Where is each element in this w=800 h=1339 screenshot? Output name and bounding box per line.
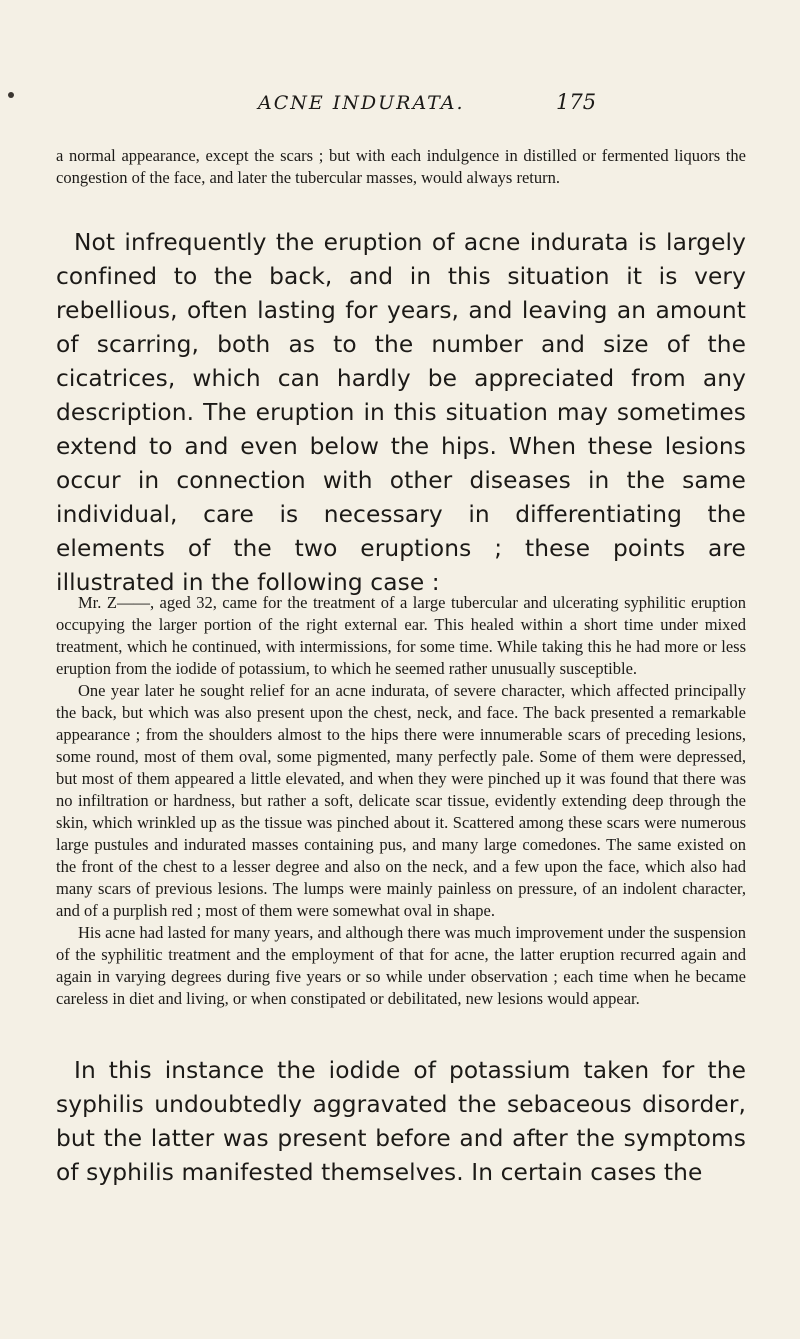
continued-paragraph: a normal appearance, except the scars ; but with each indulgence in distilled or fermented liquors the congestion of the face, and later the tubercular masses, would always return. bbox=[56, 146, 746, 187]
closing-paragraph-block bbox=[56, 1054, 746, 1190]
running-title: ACNE INDURATA. bbox=[258, 92, 465, 114]
case-paragraph-3: His acne had lasted for many years, and although there was much improvement under the suspension of the syphilitic treatment and the employment of that for acne, the latter eruption recurred again and again in varying degrees during five years or so while under observation ; each time when he became careless in diet and living, or when constipated or debilitated, new lesions would appear. bbox=[56, 923, 746, 1008]
case-paragraph-1: Mr. Z——, aged 32, came for the treatment of a large tubercular and ulcerating syphilitic eruption occupying the larger portion of the right external ear. This healed within a short time under mixed treatment, which he continued, with intermissions, for some time. While taking this he had more or less eruption from the iodide of potassium, to which he seemed rather unusually susceptible. bbox=[56, 593, 746, 678]
main-paragraph: Not infrequently the eruption of acne indurata is largely confined to the back, and in this situation it is very rebellious, often lasting for years, and leaving an amount of scarring, both as to the number and size of the cicatrices, which can hardly be appreciated from any description. The eruption in this situation may sometimes extend to and even below the hips. When these lesions occur in connection with other diseases in the same individual, care is necessary in differentiating the elements of the two eruptions ; these points are illustrated in the following case : bbox=[56, 229, 746, 596]
case-paragraph-2: One year later he sought relief for an acne indurata, of severe character, which affected principally the back, but which was also present upon the chest, neck, and face. The back presented a remarkable appearance ; from the shoulders almost to the hips there were innumerable scars of preceding lesions, some round, most of them oval, some pigmented, many perfectly pale. Some of them were depressed, but most of them appeared a little elevated, and when they were pinched up it was found that there was no infiltration or hardness, but rather a soft, delicate scar tissue, evidently extending deep through the skin, which wrinkled up as the tissue was pinched about it. Scattered among these scars were numerous large pustules and indurated masses containing pus, and many large comedones. The same existed on the front of the chest to a lesser degree and also on the neck, and a few upon the face, which also had many scars of previous lesions. The lumps were mainly painless on pressure, of an indolent character, and of a purplish red ; most of them were somewhat oval in shape. bbox=[56, 681, 746, 920]
page-number: 175 bbox=[556, 90, 597, 114]
case-report-block bbox=[56, 592, 746, 1010]
running-head bbox=[0, 92, 800, 122]
closing-paragraph: In this instance the iodide of potassium taken for the syphilis undoubtedly aggravated the sebaceous disorder, but the latter was present before and after the symptoms of syphilis manifested themselves. In certain cases the bbox=[56, 1057, 746, 1186]
continued-paragraph-block bbox=[56, 145, 746, 189]
main-paragraph-block bbox=[56, 226, 746, 600]
